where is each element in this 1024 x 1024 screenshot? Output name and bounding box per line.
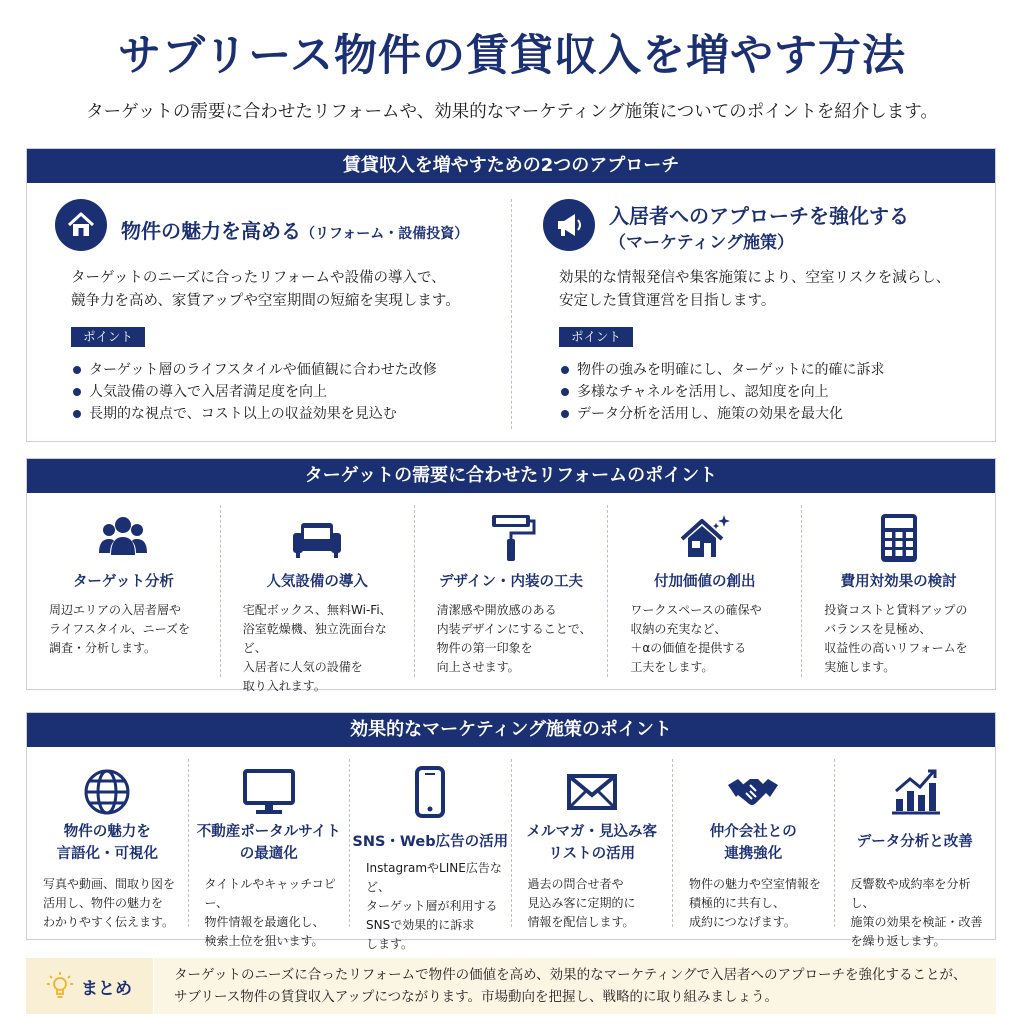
item-desc: タイトルやキャッチコピー、 物件情報を最適化し、 検索上位を狙います。 xyxy=(204,877,336,948)
item-desc: 写真や動画、間取り図を 活用し、物件の魅力を わかりやすく伝えます。 xyxy=(43,877,176,929)
approach-title: 入居者へのアプローチを強化する （マーケティング施策） xyxy=(609,204,909,253)
monitor-icon xyxy=(242,765,296,819)
item-title: 仲介会社との 連携強化 xyxy=(709,824,797,862)
divider xyxy=(511,199,512,429)
approach-section xyxy=(26,148,996,442)
marketing-item xyxy=(349,759,511,951)
item-title: 不動産ポータルサイト の最適化 xyxy=(196,824,341,862)
reform-item xyxy=(27,505,220,677)
lightbulb-icon xyxy=(47,971,73,1001)
list-item: 人気設備の導入で入居者満足度を向上 xyxy=(73,381,437,403)
house-sparkle-icon xyxy=(678,511,732,565)
point-badge: ポイント xyxy=(559,327,633,347)
globe-icon xyxy=(80,765,134,819)
point-list xyxy=(561,359,884,425)
page-subtitle: ターゲットの需要に合わせたリフォームや、効果的なマーケティング施策についてのポイントを紹介します。 xyxy=(86,102,938,122)
item-desc: 宅配ボックス、無料Wi-Fi、 浴室乾燥機、独立洗面台など、 入居者に人気の設備を 取り入れます。 xyxy=(242,603,392,693)
list-item: 多様なチャネルを活用し、認知度を向上 xyxy=(561,381,884,403)
sofa-icon xyxy=(290,511,344,565)
calculator-icon xyxy=(872,511,926,565)
megaphone-icon xyxy=(543,199,595,251)
mail-icon xyxy=(565,765,619,819)
section-heading: 賃貸収入を増やすための2つのアプローチ xyxy=(27,149,995,183)
bar-chart-icon xyxy=(888,765,942,819)
marketing-item xyxy=(27,759,188,927)
section-heading: ターゲットの需要に合わせたリフォームのポイント xyxy=(27,459,995,493)
item-title: メルマガ・見込み客 リストの活用 xyxy=(526,824,657,862)
list-item: データ分析を活用し、施策の効果を最大化 xyxy=(561,403,884,425)
item-title: SNS・Web広告の活用 xyxy=(352,834,509,850)
list-item: 長期的な視点で、コスト以上の収益効果を見込む xyxy=(73,403,437,425)
item-title: 人気設備の導入 xyxy=(266,574,368,590)
marketing-item xyxy=(511,759,673,927)
approach-desc: ターゲットのニーズに合ったリフォームや設備の導入で、 競争力を高め、家賃アップや空室期間の短縮を実現します。 xyxy=(71,270,460,309)
handshake-icon xyxy=(726,765,780,819)
item-desc: 清潔感や開放感のある 内装デザインにすることで、 物件の第一印象を 向上させます。 xyxy=(436,603,592,674)
marketing-item xyxy=(672,759,834,927)
point-list xyxy=(73,359,437,425)
reform-item xyxy=(607,505,801,677)
item-title: デザイン・内装の工夫 xyxy=(439,574,583,590)
item-title: データ分析と改善 xyxy=(856,834,973,850)
smartphone-icon xyxy=(403,765,457,819)
point-badge: ポイント xyxy=(71,327,145,347)
item-desc: 反響数や成約率を分析し、 施策の効果を検証・改善 を繰り返します。 xyxy=(850,877,983,948)
summary-label: まとめ xyxy=(26,958,154,1014)
reform-section xyxy=(26,458,996,693)
section-heading: 効果的なマーケティング施策のポイント xyxy=(27,713,995,747)
paint-roller-icon xyxy=(484,511,538,565)
list-item: ターゲット層のライフスタイルや価値観に合わせた改修 xyxy=(73,359,437,381)
item-title: 付加価値の創出 xyxy=(654,574,756,590)
marketing-item xyxy=(834,759,996,948)
item-title: ターゲット分析 xyxy=(72,574,174,590)
approach-property-appeal xyxy=(55,199,505,431)
summary-box xyxy=(26,958,996,1014)
summary-text: ターゲットのニーズに合ったリフォームで物件の価値を高め、効果的なマーケティングで入居者へのアプローチを強化することが、 サブリース物件の賃貸収入アップにつながります。市場動向を把握し、戦略的に取り組みましょう。 xyxy=(174,967,967,1005)
list-item: 物件の強みを明確にし、ターゲットに的確に訴求 xyxy=(561,359,884,381)
marketing-section xyxy=(26,712,996,951)
approach-desc: 効果的な情報発信や集客施策により、空室リスクを減らし、 安定した賃貸運営を目指します。 xyxy=(559,270,951,309)
reform-item xyxy=(801,505,995,677)
item-desc: InstagramやLINE広告など、 ターゲット層が利用する SNSで効果的に訴求 します。 xyxy=(366,861,502,951)
house-icon xyxy=(55,199,107,251)
item-desc: 物件の魅力や空室情報を 積極的に共有し、 成約につなげます。 xyxy=(689,877,822,929)
approach-title: 物件の魅力を高める（リフォーム・設備投資） xyxy=(121,219,469,243)
item-desc: 過去の問合せ者や 見込み客に定期的に 情報を配信します。 xyxy=(527,877,636,929)
people-icon xyxy=(96,511,150,565)
item-title: 物件の魅力を 言語化・可視化 xyxy=(56,824,158,862)
reform-item xyxy=(220,505,414,693)
item-desc: ワークスペースの確保や 収納の充実など、 ＋αの価値を提供する 工夫をします。 xyxy=(630,603,762,674)
page-title: サブリース物件の賃貸収入を増やす方法 xyxy=(117,31,907,81)
reform-item xyxy=(414,505,608,677)
item-desc: 周辺エリアの入居者層や ライフスタイル、ニーズを 調査・分析します。 xyxy=(49,603,191,655)
item-title: 費用対効果の検討 xyxy=(840,574,957,590)
item-desc: 投資コストと賃料アップの バランスを見極め、 収益性の高いリフォームを 実施します。 xyxy=(824,603,968,674)
marketing-item xyxy=(188,759,350,948)
approach-marketing xyxy=(543,199,983,431)
